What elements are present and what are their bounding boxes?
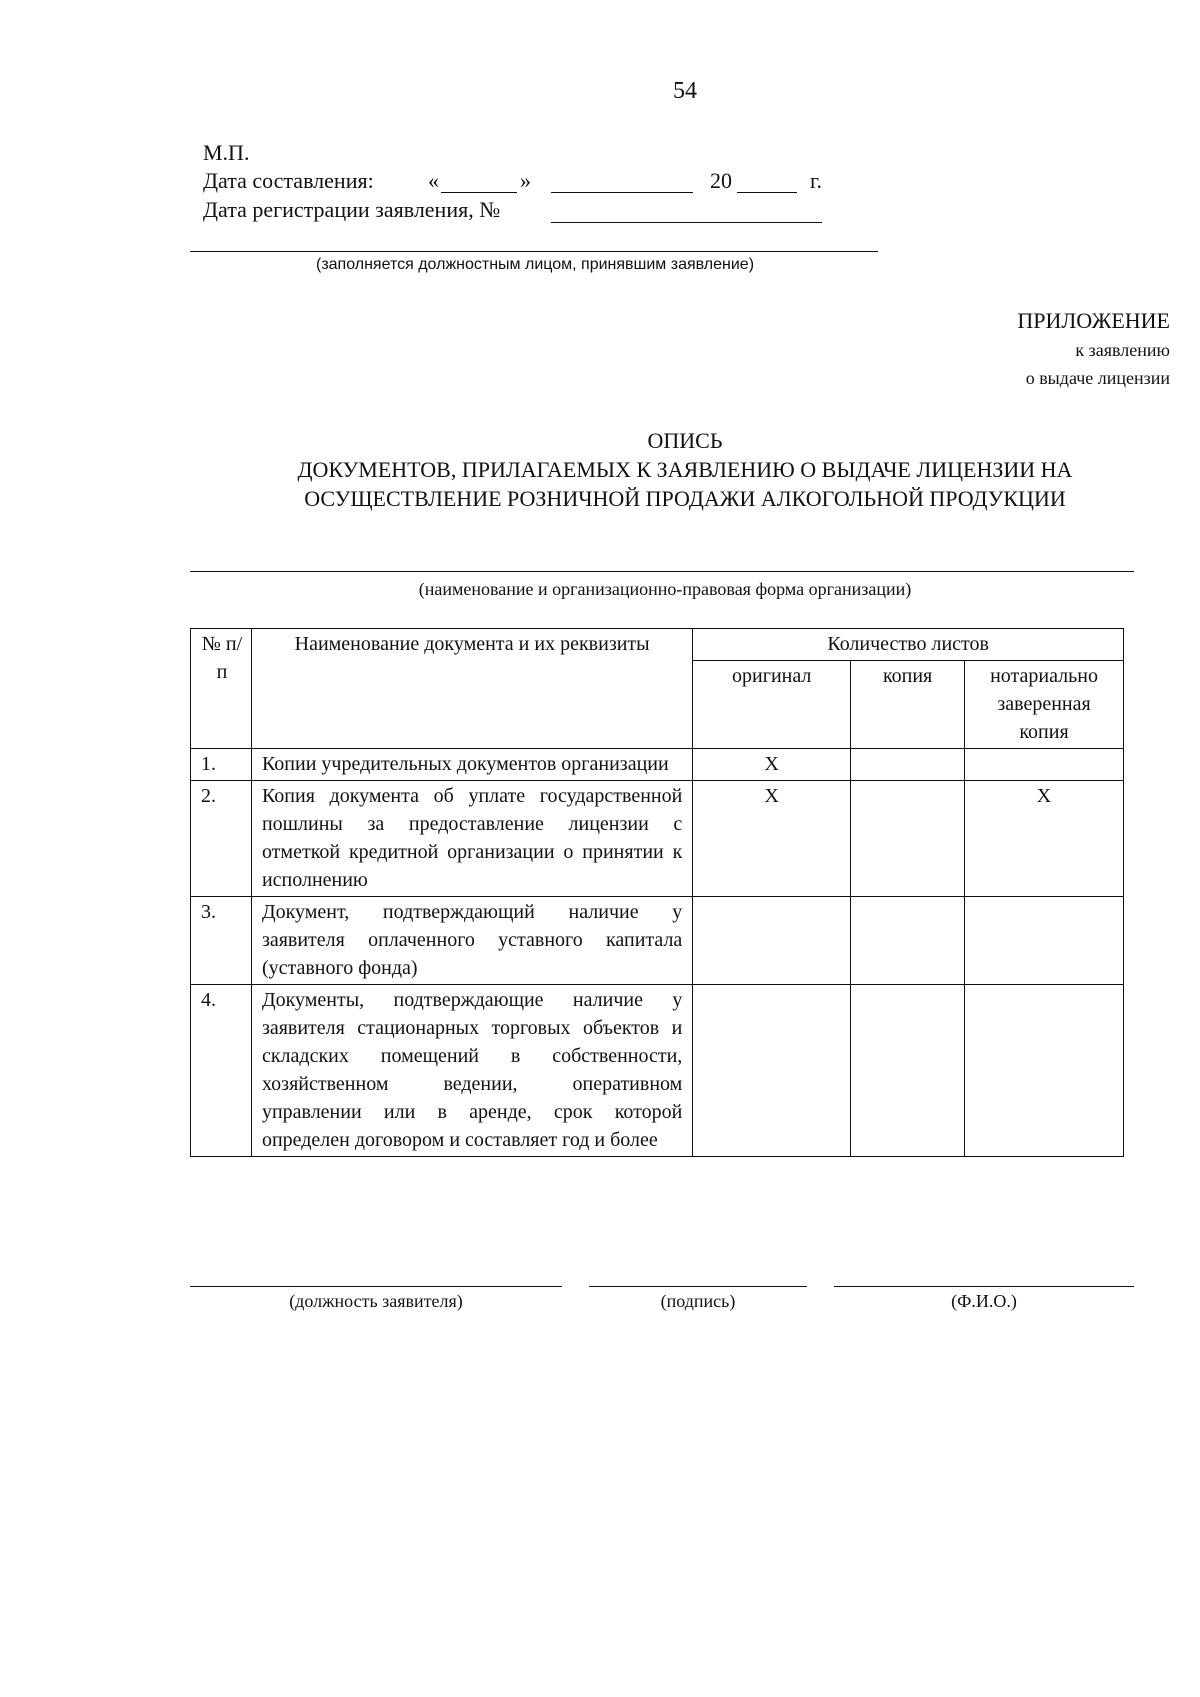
row-original [693, 985, 851, 1157]
document-title-line-3: ОСУЩЕСТВЛЕНИЕ РОЗНИЧНОЙ ПРОДАЖИ АЛКОГОЛЬНОЙ ПРОДУКЦИИ [304, 486, 1066, 511]
row-num: 4. [191, 985, 252, 1157]
organization-name-line [190, 571, 1134, 572]
year-suffix: г. [810, 168, 823, 193]
header-sheets: Количество листов [693, 629, 1124, 661]
day-blank [441, 192, 517, 193]
header-notarized: нотариально заверенная копия [965, 661, 1124, 749]
appendix-subtitle-1: к заявлению [1075, 340, 1170, 360]
signature-line [589, 1286, 807, 1287]
row-copy [851, 985, 965, 1157]
page-number: 54 [673, 78, 697, 104]
registration-blank [551, 222, 822, 223]
full-name-caption: (Ф.И.О.) [951, 1291, 1017, 1311]
row-copy [851, 897, 965, 985]
year-blank [737, 192, 797, 193]
header-copy: копия [851, 661, 965, 749]
documents-inventory-table [190, 628, 1124, 1157]
row-name: Документы, подтверждающие наличие у заявителя стационарных торговых объектов и складских помещений в собственности, хозяйственном ведении, оперативном управлении или в аренде, срок которой определен договором и составляет год и более [251, 985, 692, 1157]
row-notarized [965, 897, 1124, 985]
year-prefix: 20 [710, 168, 732, 193]
table-row [191, 985, 1124, 1157]
header-num: № п/п [191, 629, 252, 749]
table-row [191, 781, 1124, 897]
row-original: X [693, 749, 851, 781]
row-notarized [965, 749, 1124, 781]
month-blank [551, 192, 693, 193]
appendix-title: ПРИЛОЖЕНИЕ [1017, 308, 1170, 333]
document-title-line-1: ОПИСЬ [647, 428, 723, 453]
organization-caption: (наименование и организационно-правовая форма организации) [418, 579, 912, 599]
row-copy [851, 781, 965, 897]
table-header-row [191, 629, 1124, 661]
table-row [191, 749, 1124, 781]
row-notarized [965, 985, 1124, 1157]
day-quote-close: » [520, 168, 531, 193]
row-copy [851, 749, 965, 781]
row-num: 2. [191, 781, 252, 897]
official-fill-caption: (заполняется должностным лицом, принявшим заявление) [315, 256, 755, 273]
appendix-subtitle-2: о выдаче лицензии [1025, 368, 1170, 388]
full-name-signature-line [834, 1286, 1134, 1287]
row-name: Копии учредительных документов организации [251, 749, 692, 781]
row-num: 1. [191, 749, 252, 781]
signature-caption: (подпись) [660, 1291, 736, 1311]
row-num: 3. [191, 897, 252, 985]
table-row [191, 897, 1124, 985]
position-signature-line [190, 1286, 562, 1287]
seal-mark: М.П. [203, 140, 250, 165]
header-name: Наименование документа и их реквизиты [251, 629, 692, 749]
row-original: X [693, 781, 851, 897]
official-fill-line [190, 251, 878, 252]
document-title [190, 426, 1180, 513]
row-name: Копия документа об уплате государственной пошлины за предоставление лицензии с отметкой кредитной организации о принятии к исполнению [251, 781, 692, 897]
document-title-line-2: ДОКУМЕНТОВ, ПРИЛАГАЕМЫХ К ЗАЯВЛЕНИЮ О ВЫДАЧЕ ЛИЦЕНЗИИ НА [297, 457, 1073, 482]
header-original: оригинал [693, 661, 851, 749]
row-notarized: X [965, 781, 1124, 897]
position-caption: (должность заявителя) [289, 1291, 463, 1311]
day-quote-open: « [428, 168, 439, 193]
row-name: Документ, подтверждающий наличие у заявителя оплаченного уставного капитала (уставного фонда) [251, 897, 692, 985]
date-label: Дата составления: [203, 168, 374, 193]
row-original [693, 897, 851, 985]
registration-label: Дата регистрации заявления, № [203, 197, 501, 222]
